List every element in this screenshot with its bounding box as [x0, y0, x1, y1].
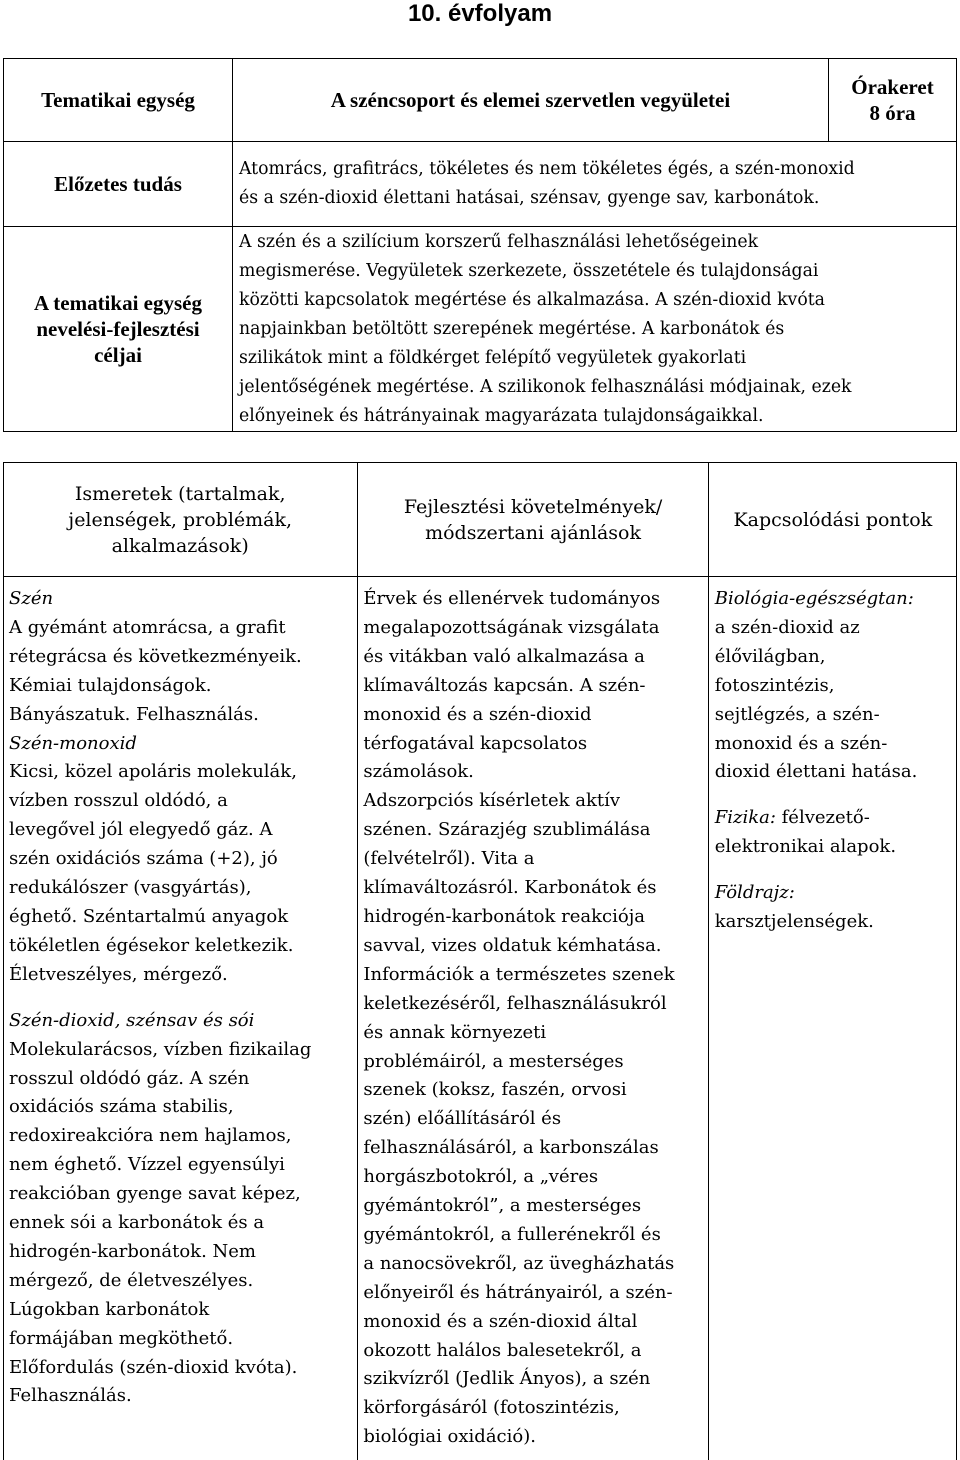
hours-value: 8 óra: [869, 101, 916, 125]
knowledge-cell: Szén A gyémánt atomrácsa, a grafit rétegrácsa és következményeik. Kémiai tulajdonságok. Bányászatuk. Felhasználás. Szén-monoxid Kicsi, közel apoláris molekulák, vízben rosszul oldódó, a levegővel jól elegyedő gáz. A szén oxidációs száma (+2), jó redukálószer (vasgyártás), éghető. Széntartalmú anyagok tökéletlen égésekor keletkezik. Életveszélyes, mérgező. Szén-dioxid, szénsav és sói Molekularácsos, vízben fizikailag rosszul oldódó gáz. A szén oxidációs száma stabilis, redoxireakcióra nem hajlamos, nem éghető. Vízzel egyensúlyi reakcióban gyenge savat képez, ennek sói a karbonátok és a hidrogén-karbonátok. Nem mérgező, de életveszélyes. Lúgokban karbonátok formájában megköthető. Előfordulás (szén-dioxid kvóta). Felhasználás.: [3, 577, 357, 1453]
col-head-knowledge: Ismeretek (tartalmak, jelenségek, problémák, alkalmazások): [3, 463, 357, 577]
goals-label: A tematikai egység nevelési-fejlesztési céljai: [4, 227, 233, 432]
prior-knowledge-text: Atomrács, grafitrács, tökéletes és nem tökéletes égés, a szén-monoxid és a szén-dioxid élettani hatásai, szénsav, gyenge sav, karbonátok.: [233, 142, 957, 227]
prior-knowledge-label: Előzetes tudás: [4, 142, 233, 227]
unit-label: Tematikai egység: [4, 59, 233, 142]
topic-info-table: [3, 58, 957, 432]
section-title-co: Szén-monoxid: [9, 732, 137, 754]
section-title-carbon: Szén: [9, 588, 54, 609]
connections-cell: Biológia-egészségtan: a szén-dioxid az élővilágban, fotoszintézis, sejtlégzés, a szén- monoxid és a szén- dioxid élettani hatása. Fizika: félvezető- elektronikai alapok. Földrajz: karsztjelenségek.: [709, 577, 957, 1453]
col-head-requirements: Fejlesztési követelmények/ módszertani ajánlások: [357, 463, 708, 577]
unit-name: A széncsoport és elemei szervetlen vegyületei: [233, 59, 829, 142]
col-head-connections: Kapcsolódási pontok: [709, 463, 957, 577]
hours-label: Órakeret: [851, 75, 934, 99]
page-title: 10. évfolyam: [407, 0, 553, 27]
biology-label: Biológia-egészségtan:: [714, 588, 914, 609]
geography-label: Földrajz:: [714, 882, 795, 904]
physics-label: Fizika:: [714, 807, 776, 829]
requirements-cell: Érvek és ellenérvek tudományos megalapozottságának vizsgálata és vitákban való alkalmazása a klímaváltozás kapcsán. A szén- monoxid és a szén-dioxid térfogatával kapcsolatos számolások. Adszorpciós kísérletek aktív szénen. Szárazjég szublimálása (felvételről). Vita a klímaváltozásról. Karbonátok és hidrogén-karbonátok reakciója savval, vizes oldatuk kémhatása. Információk a természetes szenek keletkezéséről, felhasználásukról és annak környezeti problémáiról, a mesterséges szenek (koksz, faszén, orvosi szén) előállításáról és felhasználásáról, a karbonszálas horgászbotokról, a „véres gyémántokról”, a mesterséges gyémántokról, a fullerénekről és a nanocsövekről, az üvegházhatás előnyeiről és hátrányairól, a szén- monoxid és a szén-dioxid által okozott halálos balesetekről, a szikvízről (Jedlik Ányos), a szén körforgásáról (fotoszintézis, biológiai oxidáció).: [363, 588, 675, 1448]
hours-cell: [829, 59, 957, 142]
content-table: [3, 462, 957, 1452]
section-title-co2: Szén-dioxid, szénsav és sói: [9, 1009, 255, 1031]
goals-text: A szén és a szilícium korszerű felhasználási lehetőségeinek megismerése. Vegyületek szerkezete, összetétele és tulajdonságai közötti kapcsolatok megértése és alkalmazása. A szén-dioxid kvóta napjainkban betöltött szerepének megértése. A karbonátok és szilikátok mint a földkérget felépítő vegyületek gyakorlati jelentőségének megértése. A szilikonok felhasználási módjainak, ezek előnyeinek és hátrányainak magyarázata tulajdonságaikkal.: [233, 227, 957, 432]
physics-line: Fizika: félvezető-: [714, 807, 870, 829]
